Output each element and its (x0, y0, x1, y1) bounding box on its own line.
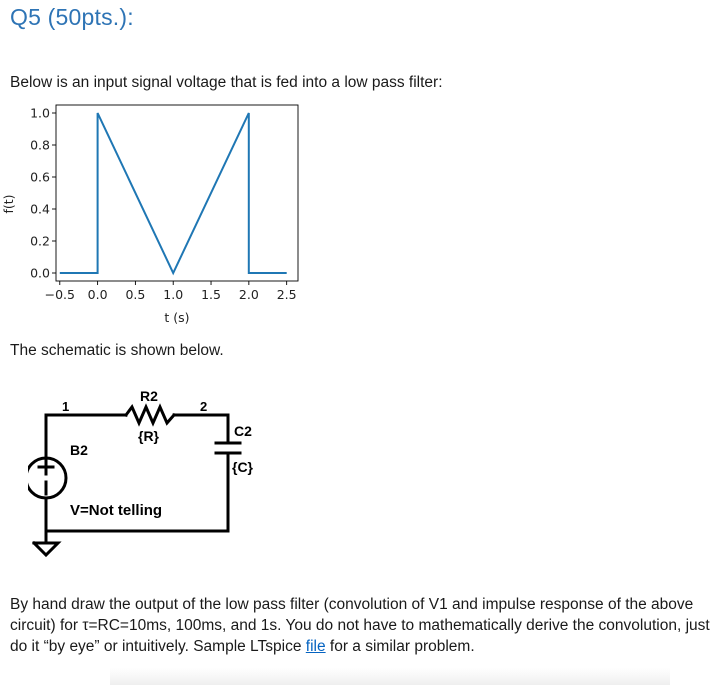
y-tick-label: 0.0 (30, 265, 50, 281)
body-line-3-text: do it “by eye” or intuitively. Sample LTspice (10, 638, 306, 655)
wire-right-down (46, 453, 228, 531)
wire-top-right (174, 415, 228, 443)
resistor-name: R2 (140, 388, 158, 404)
x-tick-label: −0.5 (44, 287, 75, 302)
body-line-1: By hand draw the output of the low pass filter (convolution of V1 and impulse response of the above (10, 596, 694, 613)
question-body (10, 594, 715, 657)
ltspice-file-link[interactable]: file (305, 638, 326, 655)
schematic-intro-text: The schematic is shown below. (10, 342, 224, 359)
page-edge-shadow (110, 668, 670, 685)
source-name: B2 (70, 442, 88, 458)
question-title: Q5 (50pts.): (10, 4, 134, 30)
x-tick-label: 2.5 (276, 287, 297, 302)
node1-label: 1 (62, 399, 70, 414)
resistor-value: {R} (138, 428, 160, 444)
body-line-2: circuit) for τ=RC=10ms, 100ms, and 1s. You do not have to mathematically derive the convolution, just (10, 617, 710, 634)
capacitor-value: {C} (232, 459, 254, 475)
y-tick-label: 1.0 (30, 105, 50, 121)
node2-label: 2 (200, 399, 208, 414)
body-line-3 (10, 636, 715, 657)
x-tick-label: 2.0 (238, 287, 259, 302)
x-tick-label: 1.5 (201, 287, 221, 302)
input-signal-chart (0, 100, 310, 330)
capacitor-name: C2 (234, 423, 252, 439)
intro-text: Below is an input signal voltage that is fed into a low pass filter: (10, 74, 443, 91)
y-tick-label: 0.2 (30, 233, 50, 249)
resistor-zigzag (126, 407, 174, 423)
ground-symbol (34, 543, 58, 555)
x-tick-label: 0.0 (87, 287, 108, 302)
source-value: V=Not telling (70, 502, 163, 519)
plot-frame (56, 105, 298, 281)
y-tick-label: 0.8 (30, 137, 50, 153)
x-tick-label: 1.0 (163, 287, 184, 302)
body-line-3-end: for a similar problem. (325, 638, 475, 655)
y-tick-label: 0.6 (30, 169, 50, 185)
y-tick-label: 0.4 (30, 201, 50, 217)
y-axis-label: f(t) (1, 194, 16, 214)
signal-line (60, 113, 287, 273)
rc-schematic (28, 385, 278, 565)
x-axis-label: t (s) (164, 310, 190, 325)
x-tick-label: 0.5 (125, 287, 146, 302)
